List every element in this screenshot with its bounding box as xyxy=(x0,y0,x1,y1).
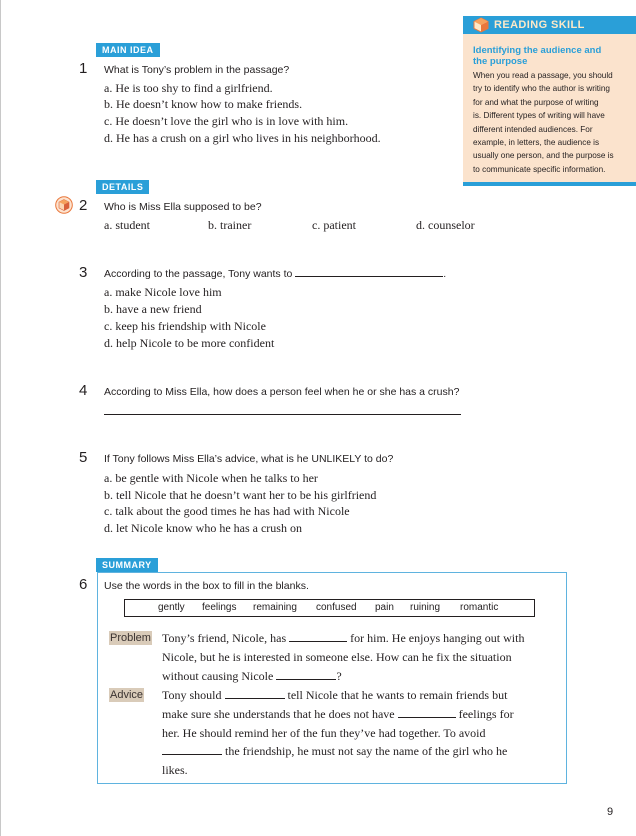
summary-line xyxy=(162,631,524,645)
answer-option[interactable]: d. He has a crush on a girl who lives in his neighborhood. xyxy=(104,131,381,145)
summary-line: likes. xyxy=(162,763,188,777)
body-line: is. Different types of writing will have xyxy=(473,111,605,121)
answer-line[interactable] xyxy=(104,414,461,415)
summary-line: Nicole, but he is interested in someone else. How can he fix the situation xyxy=(162,650,512,664)
body-line: example, in letters, the audience is xyxy=(473,138,600,148)
question-number: 5 xyxy=(79,449,88,466)
reading-skill-bottom-bar xyxy=(463,182,636,186)
body-line: to communicate specific information. xyxy=(473,164,606,174)
summary-text: for him. He enjoys hanging out with xyxy=(350,631,525,645)
summary-line: her. He should remind her of the fun they’ve had together. To avoid xyxy=(162,726,486,740)
question-text xyxy=(104,267,446,281)
answer-option[interactable]: c. keep his friendship with Nicole xyxy=(104,319,266,333)
answer-option[interactable]: b. He doesn’t know how to make friends. xyxy=(104,97,303,111)
reading-skill-subtitle xyxy=(473,45,623,67)
word-bank-item: confused xyxy=(316,602,357,613)
question-number: 3 xyxy=(79,264,88,281)
summary-blank[interactable] xyxy=(162,754,222,755)
summary-line xyxy=(162,688,507,702)
summary-text: feelings for xyxy=(458,707,514,721)
question-number: 1 xyxy=(79,60,88,77)
summary-text: tell Nicole that he wants to remain friends but xyxy=(287,688,508,702)
summary-blank[interactable] xyxy=(225,698,285,699)
label-problem: Problem xyxy=(110,632,151,644)
answer-option[interactable]: b. have a new friend xyxy=(104,302,202,316)
section-tag-details: DETAILS xyxy=(96,180,149,194)
body-line: usually one person, and the purpose is xyxy=(473,151,614,161)
answer-option[interactable]: c. patient xyxy=(312,218,356,232)
answer-option[interactable]: a. be gentle with Nicole when he talks to her xyxy=(104,471,318,485)
answer-option[interactable]: c. He doesn’t love the girl who is in love with him. xyxy=(104,114,349,128)
answer-option[interactable]: a. student xyxy=(104,218,150,232)
answer-option[interactable]: a. make Nicole love him xyxy=(104,285,222,299)
word-bank-item: pain xyxy=(375,602,394,613)
summary-line xyxy=(162,707,514,721)
question-text: If Tony follows Miss Ella’s advice, what is he UNLIKELY to do? xyxy=(104,453,394,465)
question-text-start: According to the passage, Tony wants to xyxy=(104,268,293,280)
answer-option[interactable]: a. He is too shy to find a girlfriend. xyxy=(104,81,273,95)
summary-line xyxy=(162,669,342,683)
answer-option[interactable]: d. counselor xyxy=(416,218,475,232)
word-bank-item: feelings xyxy=(202,602,237,613)
reading-skill-body xyxy=(473,69,631,176)
word-bank-item: remaining xyxy=(253,602,297,613)
summary-text: make sure she understands that he does not have xyxy=(162,707,395,721)
question-number: 6 xyxy=(79,576,88,593)
question-text: Who is Miss Ella supposed to be? xyxy=(104,201,262,213)
reading-skill-title: READING SKILL xyxy=(494,19,585,31)
summary-blank[interactable] xyxy=(276,679,336,680)
page-number: 9 xyxy=(607,806,614,818)
body-line: When you read a passage, you should xyxy=(473,71,613,80)
question-text-end: . xyxy=(443,268,447,280)
summary-blank[interactable] xyxy=(398,717,456,718)
question-number: 2 xyxy=(79,197,88,214)
summary-text: the friendship, he must not say the name of the girl who he xyxy=(225,744,508,758)
summary-text: Tony should xyxy=(162,688,222,702)
word-bank-item: gently xyxy=(158,602,185,613)
answer-blank[interactable] xyxy=(295,276,443,277)
summary-text: without causing Nicole xyxy=(162,669,274,683)
subtitle-line: the purpose xyxy=(473,56,528,67)
summary-text: Tony’s friend, Nicole, has xyxy=(162,631,287,645)
summary-line xyxy=(162,744,507,758)
body-line: different intended audiences. For xyxy=(473,124,593,134)
word-bank-item: ruining xyxy=(410,602,441,613)
subtitle-line: Identifying the audience and xyxy=(473,45,602,56)
cube-icon xyxy=(55,196,73,214)
body-line: try to identify who the author is writing xyxy=(473,84,610,94)
section-tag-summary: SUMMARY xyxy=(96,558,158,572)
answer-option[interactable]: c. talk about the good times he has had with Nicole xyxy=(104,504,350,518)
cube-icon xyxy=(473,17,489,33)
label-advice: Advice xyxy=(110,689,144,701)
page-edge-rule xyxy=(0,0,1,836)
summary-blank[interactable] xyxy=(289,641,347,642)
answer-option[interactable]: b. trainer xyxy=(208,218,252,232)
answer-option[interactable]: b. tell Nicole that he doesn’t want her to be his girlfriend xyxy=(104,488,377,502)
section-tag-main-idea: MAIN IDEA xyxy=(96,43,160,57)
summary-text: ? xyxy=(336,669,342,683)
question-text: What is Tony’s problem in the passage? xyxy=(104,64,290,76)
answer-option[interactable]: d. let Nicole know who he has a crush on xyxy=(104,521,302,535)
answer-option[interactable]: d. help Nicole to be more confident xyxy=(104,336,275,350)
question-text: Use the words in the box to fill in the blanks. xyxy=(104,580,309,592)
question-text: According to Miss Ella, how does a person feel when he or she has a crush? xyxy=(104,386,460,398)
body-line: for and what the purpose of writing xyxy=(473,97,599,107)
word-bank-item: romantic xyxy=(460,602,499,613)
question-number: 4 xyxy=(79,382,88,399)
